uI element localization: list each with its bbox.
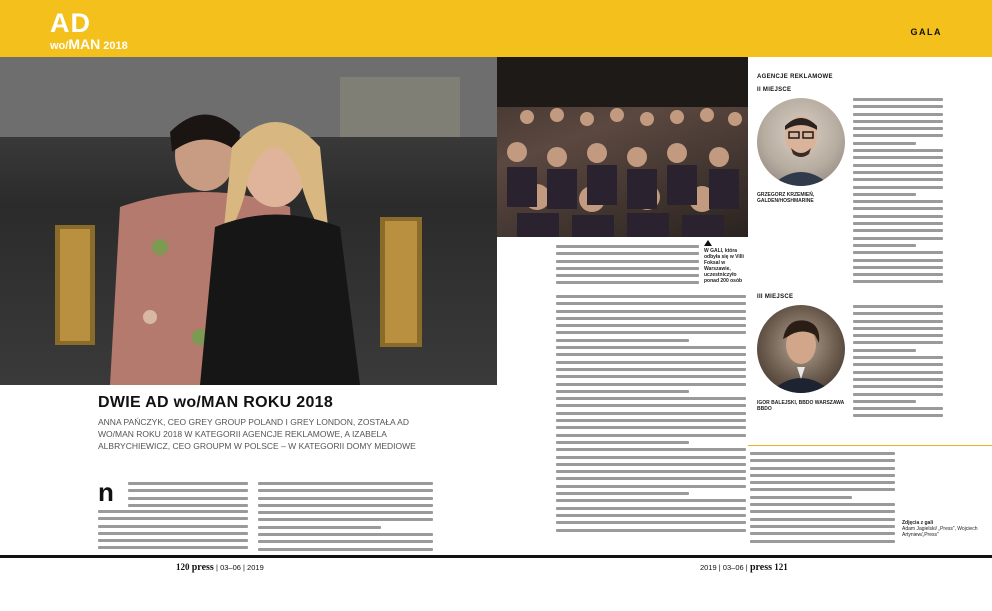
text-line bbox=[556, 434, 746, 437]
text-line bbox=[853, 156, 943, 159]
article-title: DWIE AD wo/MAN ROKU 2018 bbox=[98, 394, 334, 411]
text-line bbox=[98, 510, 248, 513]
text-line bbox=[258, 540, 433, 543]
winners-photo-illustration bbox=[0, 57, 497, 385]
text-line bbox=[556, 426, 746, 429]
text-line bbox=[853, 244, 916, 247]
text-line bbox=[853, 200, 943, 203]
text-line bbox=[128, 504, 248, 507]
text-line bbox=[556, 267, 699, 270]
text-line bbox=[750, 503, 895, 506]
right-issue: 2019 | 03–06 | bbox=[700, 563, 748, 572]
body-column-5 bbox=[750, 452, 895, 547]
logo-ad: AD bbox=[50, 8, 91, 38]
text-line bbox=[556, 324, 746, 327]
text-line bbox=[853, 259, 943, 262]
text-line bbox=[853, 237, 943, 240]
text-line bbox=[556, 529, 746, 532]
text-line bbox=[750, 525, 895, 528]
audience-photo bbox=[497, 57, 748, 237]
text-line bbox=[750, 488, 895, 491]
text-line bbox=[853, 363, 943, 366]
caption-triangle-icon bbox=[704, 240, 712, 246]
sidebar-divider bbox=[748, 445, 992, 446]
photo-credit-label: Zdjęcia z gali bbox=[902, 520, 934, 526]
logo-woman bbox=[50, 36, 128, 52]
text-line bbox=[853, 215, 943, 218]
footer-left bbox=[176, 562, 264, 573]
portrait-second-place-illustration bbox=[757, 98, 845, 186]
text-line bbox=[556, 507, 746, 510]
text-line bbox=[853, 134, 943, 137]
left-brand: press bbox=[191, 562, 214, 573]
logo-man: MAN bbox=[68, 36, 101, 52]
body-column-1-cont bbox=[98, 510, 248, 554]
section-label: GALA bbox=[910, 27, 942, 37]
text-line bbox=[556, 419, 746, 422]
portrait-third-place-illustration bbox=[757, 305, 845, 393]
text-line bbox=[556, 274, 699, 277]
text-line bbox=[853, 229, 943, 232]
text-line bbox=[853, 414, 943, 417]
text-line bbox=[556, 346, 746, 349]
text-line bbox=[98, 517, 248, 520]
drop-cap: n bbox=[98, 477, 114, 507]
text-line bbox=[853, 105, 943, 108]
second-place-name bbox=[757, 192, 849, 205]
text-line bbox=[556, 499, 746, 502]
text-line bbox=[853, 320, 943, 323]
text-line bbox=[750, 496, 852, 499]
third-place-label: III MIEJSCE bbox=[757, 294, 794, 300]
text-line bbox=[556, 390, 689, 393]
text-line bbox=[853, 178, 943, 181]
text-line bbox=[853, 142, 916, 145]
article-lead: ANNA PAŃCZYK, CEO GREY GROUP POLAND I GREY LONDON, ZOSTAŁA AD WO/MAN ROKU 2018 W KATEGORII AGENCJE REKLAMOWE, A IZABELA ALBRYCHIEWICZ, CEO GROUPM W POLSCE – W KATEGORII DOMY MEDIOWE bbox=[98, 417, 416, 451]
audience-photo-illustration bbox=[497, 57, 748, 237]
text-line bbox=[750, 481, 895, 484]
text-line bbox=[853, 113, 943, 116]
text-line bbox=[853, 327, 943, 330]
third-place-name-text: IGOR BALEJSKI, BBDO WARSZAWA BBDO bbox=[757, 400, 845, 413]
text-line bbox=[853, 400, 916, 403]
text-line bbox=[556, 252, 699, 255]
text-line bbox=[853, 273, 943, 276]
text-line bbox=[853, 385, 943, 388]
text-line bbox=[853, 98, 943, 101]
photo-credit bbox=[902, 520, 982, 538]
text-line bbox=[853, 334, 943, 337]
text-line bbox=[556, 295, 746, 298]
sidebar-heading: AGENCJE REKLAMOWE bbox=[757, 74, 833, 80]
text-line bbox=[853, 341, 943, 344]
text-line bbox=[853, 356, 943, 359]
body-column-4 bbox=[556, 295, 746, 536]
text-line bbox=[556, 412, 746, 415]
text-line bbox=[556, 470, 746, 473]
text-line bbox=[853, 207, 943, 210]
text-line bbox=[556, 368, 746, 371]
text-line bbox=[556, 310, 746, 313]
text-line bbox=[750, 510, 895, 513]
text-line bbox=[853, 164, 943, 167]
text-line bbox=[98, 539, 248, 542]
text-line bbox=[556, 514, 746, 517]
text-line bbox=[258, 489, 433, 492]
text-line bbox=[853, 251, 943, 254]
text-line bbox=[556, 485, 746, 488]
text-line bbox=[556, 245, 699, 248]
second-place-label: II MIEJSCE bbox=[757, 87, 792, 93]
text-line bbox=[556, 463, 746, 466]
text-line bbox=[853, 149, 943, 152]
text-line bbox=[556, 331, 746, 334]
text-line bbox=[258, 504, 433, 507]
text-line bbox=[853, 193, 916, 196]
text-line bbox=[556, 302, 746, 305]
text-line bbox=[258, 482, 433, 485]
text-line bbox=[556, 317, 746, 320]
footer-right bbox=[700, 562, 788, 573]
text-line bbox=[556, 521, 746, 524]
text-line bbox=[258, 518, 433, 521]
logo-year: 2018 bbox=[103, 40, 128, 52]
text-line bbox=[750, 459, 895, 462]
ad-woman-logo bbox=[50, 10, 140, 52]
text-line bbox=[853, 171, 943, 174]
text-line bbox=[258, 497, 433, 500]
body-column-2 bbox=[258, 482, 433, 555]
text-line bbox=[853, 186, 943, 189]
text-line bbox=[556, 353, 746, 356]
text-line bbox=[853, 349, 916, 352]
text-line bbox=[853, 378, 943, 381]
text-line bbox=[853, 393, 943, 396]
header-band bbox=[0, 0, 992, 57]
body-column-1 bbox=[128, 482, 248, 511]
body-column-3 bbox=[556, 245, 699, 289]
footer-rule bbox=[0, 555, 992, 558]
photo-credit-text: Adam Jagielski/ „Press”, Wojciech Artyniew/„Press” bbox=[902, 526, 978, 538]
second-place-name-text: GRZEGORZ KRZEMIEŃ, GALDEN/HOSHMARINE bbox=[757, 192, 815, 205]
text-line bbox=[750, 467, 895, 470]
text-line bbox=[556, 397, 746, 400]
text-line bbox=[556, 456, 746, 459]
text-line bbox=[853, 120, 943, 123]
text-line bbox=[853, 127, 943, 130]
text-line bbox=[750, 452, 895, 455]
winners-photo bbox=[0, 57, 497, 385]
text-line bbox=[556, 260, 699, 263]
text-line bbox=[556, 448, 746, 451]
text-line bbox=[853, 371, 943, 374]
audience-caption bbox=[704, 240, 748, 290]
logo-wo: wo/ bbox=[50, 40, 69, 52]
text-line bbox=[750, 518, 895, 521]
text-line bbox=[556, 339, 689, 342]
audience-caption-text: W GALI, która odbyła się w Villi Foksal w Warszawie, uczestniczyło ponad 200 osób bbox=[704, 248, 744, 284]
text-line bbox=[258, 548, 433, 551]
text-line bbox=[258, 511, 433, 514]
portrait-second-place bbox=[757, 98, 845, 186]
text-line bbox=[853, 407, 943, 410]
text-line bbox=[98, 546, 248, 549]
text-line bbox=[258, 533, 433, 536]
sidebar-text-2 bbox=[853, 305, 943, 422]
text-line bbox=[750, 474, 895, 477]
text-line bbox=[750, 540, 895, 543]
third-place-name bbox=[757, 400, 849, 413]
text-line bbox=[556, 477, 746, 480]
text-line bbox=[556, 361, 746, 364]
text-line bbox=[98, 532, 248, 535]
text-line bbox=[556, 404, 746, 407]
text-line bbox=[853, 280, 943, 283]
text-line bbox=[556, 375, 746, 378]
text-line bbox=[556, 441, 689, 444]
text-line bbox=[556, 492, 689, 495]
text-line bbox=[853, 305, 943, 308]
text-line bbox=[128, 489, 248, 492]
right-brand: press bbox=[749, 562, 772, 573]
text-line bbox=[258, 526, 381, 529]
sidebar-text-1 bbox=[853, 98, 943, 288]
text-line bbox=[128, 497, 248, 500]
left-issue: | 03–06 | 2019 bbox=[216, 563, 264, 572]
portrait-third-place bbox=[757, 305, 845, 393]
text-line bbox=[853, 222, 943, 225]
text-line bbox=[556, 383, 746, 386]
text-line bbox=[853, 312, 943, 315]
right-page-number: 121 bbox=[774, 562, 788, 572]
text-line bbox=[853, 266, 943, 269]
text-line bbox=[128, 482, 248, 485]
text-line bbox=[750, 532, 895, 535]
text-line bbox=[98, 525, 248, 528]
text-line bbox=[556, 281, 699, 284]
left-page-number: 120 bbox=[176, 562, 190, 572]
